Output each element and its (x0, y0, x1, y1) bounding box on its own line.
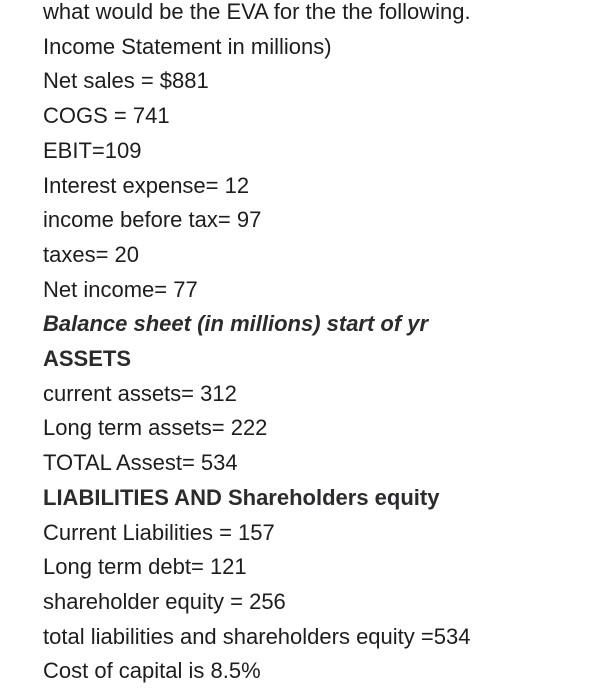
net-sales-line: Net sales = $881 (43, 68, 209, 94)
balance-sheet-heading: Balance sheet (in millions) start of yr (43, 311, 429, 337)
assets-heading: ASSETS (43, 346, 132, 371)
liabilities-equity-heading: LIABILITIES AND Shareholders equity (43, 484, 440, 510)
total-liabilities-equity-line: total liabilities and shareholders equity =534 (43, 623, 471, 649)
shareholder-equity-line: shareholder equity = 256 (43, 588, 286, 614)
cost-of-capital-line: Cost of capital is 8.5% (43, 658, 261, 684)
taxes-line: taxes= 20 (43, 241, 140, 267)
current-assets-line: current assets= 312 (43, 380, 237, 406)
cogs-line: COGS = 741 (43, 103, 170, 129)
interest-expense-line: Interest expense= 12 (43, 172, 250, 198)
long-term-debt-line: Long term debt= 121 (43, 554, 247, 580)
income-statement-heading: Income Statement in millions) (43, 33, 332, 59)
total-assets-line: TOTAL Assest= 534 (43, 450, 238, 476)
question-line: what would be the EVA for the the following. (43, 0, 471, 24)
current-liabilities-line: Current Liabilities = 157 (43, 519, 275, 545)
ebit-line: EBIT=109 (43, 137, 142, 163)
income-before-tax-line: income before tax= 97 (43, 207, 262, 233)
long-term-assets-line: Long term assets= 222 (43, 415, 268, 441)
net-income-line: Net income= 77 (43, 276, 198, 302)
